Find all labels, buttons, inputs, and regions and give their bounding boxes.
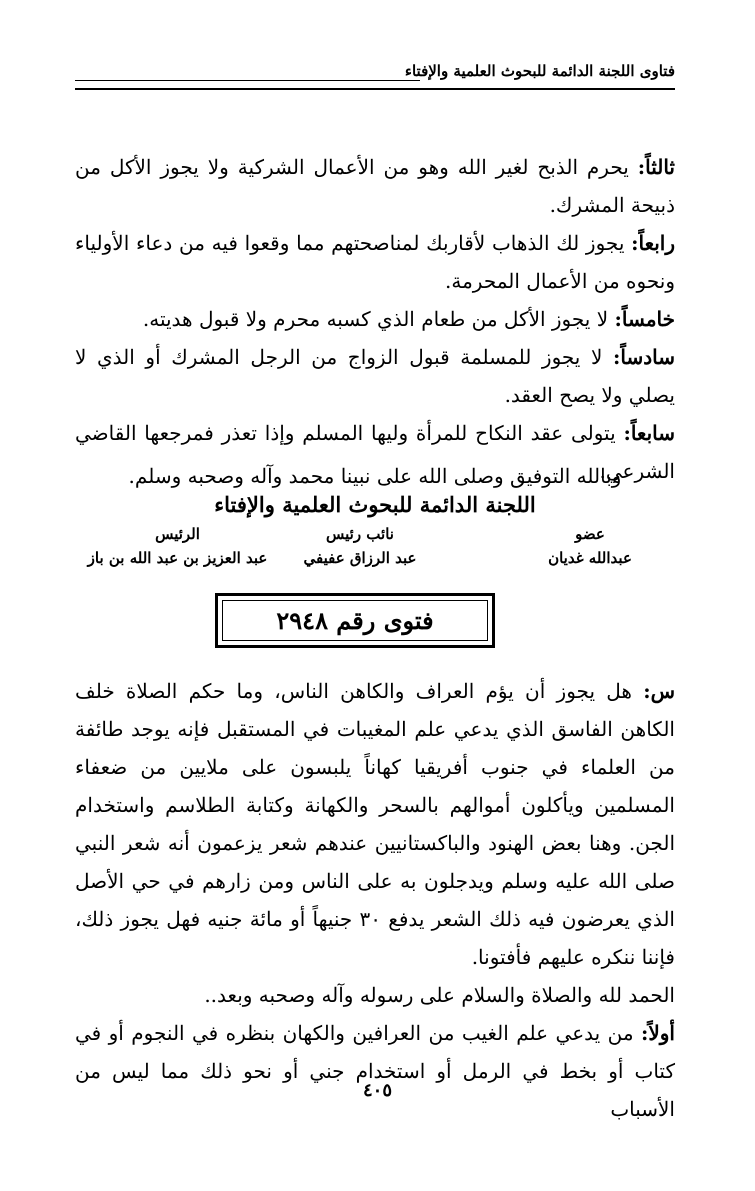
paragraph-lead: ثالثاً: bbox=[637, 155, 675, 179]
paragraph-sixth bbox=[75, 338, 675, 414]
page-number: ٤٠٥ bbox=[362, 1080, 392, 1101]
paragraph-text: يحرم الذبح لغير الله وهو من الأعمال الشركية ولا يجوز الأكل من ذبيحة المشرك. bbox=[75, 155, 675, 217]
signature-name: عبدالله غديان bbox=[548, 549, 632, 567]
header-underline bbox=[75, 88, 675, 90]
running-header bbox=[75, 60, 675, 90]
paragraph-text: يتولى عقد النكاح للمرأة وليها المسلم وإذا تعذر فمرجعها القاضي الشرعي. bbox=[75, 421, 675, 483]
paragraph-first bbox=[75, 1014, 675, 1128]
signature-member bbox=[505, 522, 675, 570]
signatures bbox=[80, 522, 675, 572]
paragraph-lead: سادساً: bbox=[613, 345, 675, 369]
paragraph-lead: رابعاً: bbox=[631, 231, 675, 255]
answer-intro: الحمد لله والصلاة والسلام على رسوله وآله وصحبه وبعد.. bbox=[204, 983, 675, 1007]
signature-name: عبد الرزاق عفيفي bbox=[303, 549, 417, 567]
question-text: هل يجوز أن يؤم العراف والكاهن الناس، وما حكم الصلاة خلف الكاهن الفاسق الذي يدعي علم المغيبات في المستقبل فإنه يوجد طائفة من العلماء في جنوب أفريقيا كهاناً يلبسون على ملايين من ضعفاء المسلمين ويأكلون أموالهم بالسحر والكهانة وكتابة الطلاسم واستخدام الجن. وهنا بعض الهنود والباكستانيين عندهم شعر يزعمون أنه شعر النبي صلى الله عليه وسلم ويدجلون به على الناس ومن زارهم في حي الأصل الذي يعرضون فيه ذلك الشعر يدفع ٣٠ جنيهاً أو مائة جنيه فهل يجوز ذلك، فإننا ننكره عليهم فأفتونا. bbox=[75, 679, 675, 969]
closing-prayer: وبالله التوفيق وصلى الله على نبينا محمد وآله وصحبه وسلم. bbox=[128, 464, 622, 488]
signature-deputy bbox=[285, 522, 435, 570]
question-paragraph bbox=[75, 672, 675, 976]
paragraph-lead: خامساً: bbox=[614, 307, 675, 331]
question-lead: س: bbox=[643, 679, 675, 703]
signature-role: نائب رئيس bbox=[326, 525, 394, 543]
fatwa-title: فتوى رقم ٢٩٤٨ bbox=[276, 606, 434, 635]
paragraph-text: من يدعي علم الغيب من العرافين والكهان بنظره في النجوم أو في كتاب أو بخط في الرمل أو استخدام جني أو نحو ذلك مما ليس من الأسباب bbox=[75, 1021, 675, 1121]
signature-name: عبد العزيز بن عبد الله بن باز bbox=[87, 549, 268, 567]
question-section bbox=[75, 672, 675, 1128]
fatwa-title-frame bbox=[222, 600, 488, 641]
paragraph-third bbox=[75, 148, 675, 224]
paragraph-lead: أولاً: bbox=[640, 1021, 675, 1045]
answers-section bbox=[75, 148, 675, 490]
signature-role: الرئيس bbox=[155, 525, 200, 543]
paragraph-text: لا يجوز للمسلمة قبول الزواج من الرجل المشرك أو الذي لا يصلي ولا يصح العقد. bbox=[75, 345, 675, 407]
signature-chair bbox=[80, 522, 275, 570]
committee-name: اللجنة الدائمة للبحوث العلمية والإفتاء bbox=[214, 492, 536, 517]
fatwa-title-box bbox=[215, 593, 495, 648]
header-rule bbox=[75, 80, 420, 81]
paragraph-text: لا يجوز الأكل من طعام الذي كسبه محرم ولا قبول هديته. bbox=[142, 307, 615, 331]
paragraph-fifth bbox=[75, 300, 675, 338]
header-title: فتاوى اللجنة الدائمة للبحوث العلمية والإفتاء bbox=[404, 62, 675, 80]
paragraph-lead: سابعاً: bbox=[623, 421, 675, 445]
paragraph-text: يجوز لك الذهاب لأقاربك لمناصحتهم مما وقعوا فيه من دعاء الأولياء ونحوه من الأعمال المحرمة. bbox=[75, 231, 675, 293]
paragraph-fourth bbox=[75, 224, 675, 300]
signature-role: عضو bbox=[575, 525, 605, 543]
